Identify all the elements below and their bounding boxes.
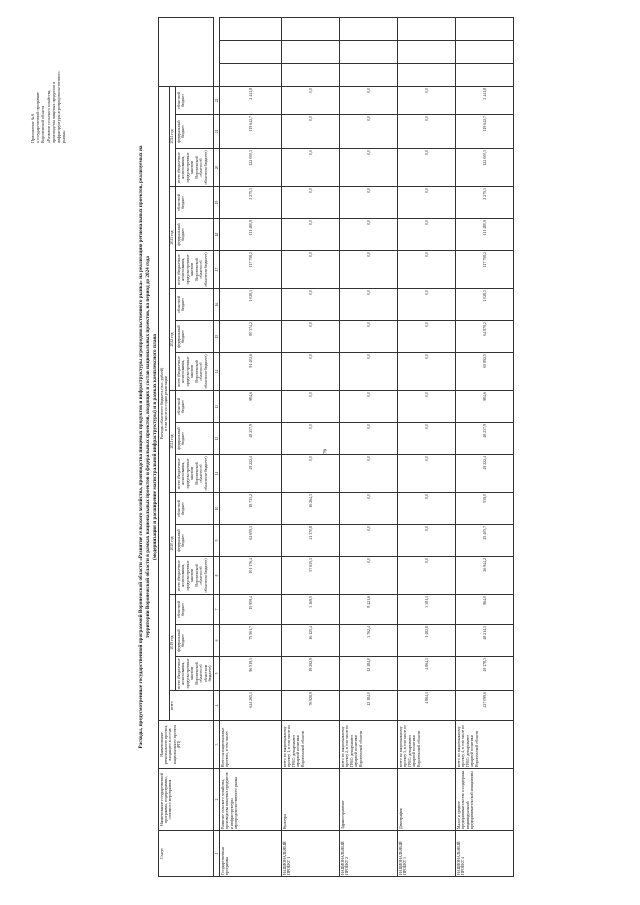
cell-value: 119 642,7: [220, 115, 282, 149]
cell-value: 0,0: [340, 115, 398, 149]
title-line: (модернизация и расширение магистральной инфраструктуры) и в рамках комплексного плана: [151, 333, 158, 561]
column-index: 15: [214, 321, 220, 353]
header-col-total: всего (бюджетные ассигнования, предусмотренные законом Воронежской области об областном бюджете): [176, 455, 214, 493]
header-col-reg: областной бюджет: [176, 289, 214, 321]
cell-status: Государственная программа: [220, 831, 282, 877]
header-col-total: всего (бюджетные ассигнования, предусмотренные законом Воронежской области об областном бюджете): [176, 251, 214, 289]
header-col-total: всего (бюджетные ассигнования, предусмотренные законом Воронежской области об областном бюджете): [176, 353, 214, 391]
column-index: 20: [214, 149, 220, 187]
cell-value: 0,0: [282, 289, 340, 321]
column-index: 14: [214, 353, 220, 391]
header-col-fed: федеральный бюджет: [176, 115, 214, 149]
header-total: всего: [169, 691, 213, 721]
cell-project: всего по национальному проекту 1, в том числе по ГРБС: департамент аграрной политики Воронежской области: [282, 721, 340, 769]
appendix-line: «Развитие сельского хозяйства,: [45, 89, 51, 143]
cell-value: 0,0: [340, 321, 398, 353]
cell-value: [398, 18, 456, 41]
cell-value: 75 561,7: [220, 625, 282, 657]
cell-name: Культура: [282, 769, 340, 831]
cell-value: 12 184,0: [340, 691, 398, 721]
column-index: 1: [214, 831, 220, 877]
document-title: [138, 17, 158, 877]
cell-value: 427 099,6: [456, 691, 514, 721]
cell-value: [282, 40, 340, 63]
cell-value: 0,0: [340, 423, 398, 455]
cell-value: 3 169,5: [282, 595, 340, 625]
cell-value: [340, 63, 398, 86]
cell-value: [282, 63, 340, 86]
cell-value: 122 000,3: [456, 149, 514, 187]
cell-value: 0,0: [340, 251, 398, 289]
cell-value: 26 944,2: [456, 557, 514, 595]
table-row: [340, 18, 398, 877]
header-col-reg: областной бюджет: [176, 187, 214, 219]
header-col-total: всего (бюджетные ассигнования, предусмотренные законом Воронежской области об областном бюджете): [176, 557, 214, 595]
cell-value: 984,6: [456, 391, 514, 423]
page-number: 76: [323, 449, 329, 454]
cell-value: [340, 18, 398, 41]
cell-value: 48 237,9: [220, 423, 282, 455]
cell-value: 101 176,4: [220, 557, 282, 595]
rotated-page: [20, 15, 620, 885]
cell-value: 18 713,2: [220, 493, 282, 525]
cell-value: 2 441,8: [220, 86, 282, 114]
cell-value: [220, 40, 282, 63]
table-row: [398, 18, 456, 877]
cell-value: 0,0: [282, 423, 340, 455]
appendix-line: к государственной программе: [35, 92, 41, 143]
appendix-line: инфраструктуры агропродовольственного: [55, 71, 61, 143]
cell-value: 964,0: [456, 595, 514, 625]
column-index: 21: [214, 115, 220, 149]
column-index: 11: [214, 455, 220, 493]
cell-value: [456, 18, 514, 41]
cell-project: всего по национальному проекту 3, в том числе по ГРБС: департамент аграрной политики Воронежской области: [398, 721, 456, 769]
cell-value: 64 879,2: [456, 321, 514, 353]
title-line: территории Воронежской области в рамках национальных проектов и федеральных проектов, входящих в состав национальных проектов, на период до 2024 года: [144, 256, 151, 638]
cell-value: 48 214,3: [456, 625, 514, 657]
header-col-fed: федеральный бюджет: [176, 625, 214, 657]
cell-value: 117 758,2: [456, 251, 514, 289]
cell-value: 0,0: [340, 557, 398, 595]
cell-value: 0,0: [282, 115, 340, 149]
cell-value: 0,0: [340, 493, 398, 525]
header-name: Наименование государственной программы, подпрограммы, основного мероприятия: [159, 769, 214, 831]
cell-value: 1 482,8: [398, 625, 456, 657]
cell-value: 49 222,4: [220, 455, 282, 493]
cell-value: 91 402,6: [220, 353, 282, 391]
cell-value: 0,0: [340, 525, 398, 557]
cell-value: 65 892,5: [456, 353, 514, 391]
cell-value: 0,0: [340, 149, 398, 187]
header-expenses: [159, 86, 170, 720]
cell-value: 0,0: [282, 455, 340, 493]
cell-value: 0,0: [282, 187, 340, 219]
cell-value: 3 381,3: [398, 595, 456, 625]
header-year: 2021 год: [169, 391, 175, 493]
cell-value: 0,0: [398, 557, 456, 595]
cell-value: 0,0: [398, 187, 456, 219]
column-index: 5: [214, 657, 220, 691]
column-index: 8: [214, 557, 220, 595]
column-index: 22: [214, 86, 220, 114]
header-col-reg: областной бюджет: [176, 391, 214, 423]
column-index: 3: [214, 721, 220, 769]
table-row: [456, 18, 514, 877]
cell-name: Малое и среднее предпринимательство и поддержка индивидуальной предпринимательской инициативы: [456, 769, 514, 831]
cell-value: [398, 63, 456, 86]
header-year: 2023 год: [169, 187, 175, 289]
appendix-line: производства пищевых продуктов и: [50, 81, 56, 143]
cell-value: 3 762,4: [340, 625, 398, 657]
cell-status: НАЦИОНАЛЬНЫЙ ПРОЕКТ 2: [340, 831, 398, 877]
cell-value: 117 758,2: [220, 251, 282, 289]
appendix-line: рынка»: [61, 130, 67, 143]
cell-project: Всего на национальные проекты, в том числе:: [220, 721, 282, 769]
cell-value: 2 441,8: [456, 86, 514, 114]
cell-value: 0,0: [340, 219, 398, 251]
cell-project: всего по национальному проекту 2, в том числе по ГРБС: департамент аграрной политики Воронежской области: [340, 721, 398, 769]
header-col-fed: федеральный бюджет: [176, 423, 214, 455]
cell-value: 0,0: [398, 149, 456, 187]
column-index: 2: [214, 769, 220, 831]
column-index: 19: [214, 187, 220, 219]
cell-value: 76 928,9: [282, 691, 340, 721]
cell-value: [456, 40, 514, 63]
cell-value: [456, 63, 514, 86]
cell-value: 0,0: [398, 525, 456, 557]
header-project: Наименование регионального проекта, входящего в состав национального проекта (РП): [159, 721, 214, 769]
table-row: [220, 18, 282, 877]
cell-value: 111 480,9: [456, 219, 514, 251]
cell-value: 0,0: [398, 289, 456, 321]
cell-value: 2 275,3: [220, 187, 282, 219]
header-col-total: всего (бюджетные ассигнования, предусмотренные законом Воронежской области об областном бюджете): [176, 149, 214, 187]
column-index: 13: [214, 391, 220, 423]
cell-value: 0,0: [398, 423, 456, 455]
appendix-note: [30, 23, 66, 143]
cell-value: 16 125,4: [282, 625, 340, 657]
cell-value: 0,0: [340, 353, 398, 391]
cell-value: 0,0: [398, 353, 456, 391]
cell-value: 0,0: [398, 115, 456, 149]
cell-value: 0,0: [282, 251, 340, 289]
cell-value: 0,0: [282, 353, 340, 391]
header-col-fed: федеральный бюджет: [176, 525, 214, 557]
cell-value: 0,0: [340, 391, 398, 423]
cell-value: 2 275,3: [456, 187, 514, 219]
header-by-years: в том числе по годам реализации: [163, 376, 168, 431]
header-row-top: [159, 18, 170, 877]
cell-value: 539,0: [456, 493, 514, 525]
column-index: 10: [214, 493, 220, 525]
header-year: 2019 год: [169, 595, 175, 691]
header-col-reg: областной бюджет: [176, 86, 214, 114]
cell-project: всего по национальному проекту 4, в том числе по ГРБС: департамент аграрной политики Воронежской области: [456, 721, 514, 769]
column-index: 6: [214, 625, 220, 657]
cell-value: 1 028,3: [456, 289, 514, 321]
cell-value: 122 000,3: [220, 149, 282, 187]
cell-value: [398, 40, 456, 63]
cell-value: 15 959,4: [220, 595, 282, 625]
cell-value: 16 264,3: [282, 493, 340, 525]
cell-value: 49 178,3: [456, 657, 514, 691]
cell-value: 25 405,7: [456, 525, 514, 557]
cell-value: 0,0: [282, 321, 340, 353]
cell-value: 984,6: [220, 391, 282, 423]
cell-value: 12 184,0: [340, 657, 398, 691]
header-year: 2024 год: [169, 86, 175, 186]
header-col-fed: федеральный бюджет: [176, 219, 214, 251]
cell-value: 57 635,1: [282, 557, 340, 595]
cell-value: 41 370,8: [282, 525, 340, 557]
cell-name: Демография: [398, 769, 456, 831]
cell-name: Здравоохранение: [340, 769, 398, 831]
cell-value: 0,0: [340, 289, 398, 321]
cell-name: Развитие сельского хозяйства, производства пищевых продуктов и инфраструктуры агропродовольственного рынка: [220, 769, 282, 831]
cell-value: 0,0: [398, 391, 456, 423]
cell-value: 0,0: [398, 321, 456, 353]
header-year: 2020 год: [169, 493, 175, 595]
column-index: 4: [214, 691, 220, 721]
cell-value: [340, 40, 398, 63]
cell-value: 8 421,6: [340, 595, 398, 625]
cell-value: 0,0: [398, 86, 456, 114]
cell-value: 49 222,4: [456, 455, 514, 493]
expenses-table: [158, 17, 514, 877]
header-empty: [159, 18, 214, 87]
title-line: Расходы, предусмотренные государственной программой Воронежской области «Развитие сельского хозяйства, производства пищевых продуктов и инфраструктуры агропродовольственного рынка» на реализацию региональных проектов, реализуемых на: [138, 145, 144, 749]
header-status: Статус: [159, 831, 214, 877]
column-index: 12: [214, 423, 220, 455]
cell-value: 19 292,9: [282, 657, 340, 691]
cell-value: 0,0: [398, 455, 456, 493]
cell-value: 111 480,9: [220, 219, 282, 251]
cell-value: 0,0: [398, 219, 456, 251]
cell-value: 119 642,7: [456, 115, 514, 149]
table-row: [282, 18, 340, 877]
cell-value: 0,0: [282, 219, 340, 251]
header-col-reg: областной бюджет: [176, 493, 214, 525]
cell-value: 1 028,3: [220, 289, 282, 321]
column-index: 18: [214, 219, 220, 251]
header-expenses-label: Расходы областного бюджета (тыс. рублей): [159, 367, 164, 440]
header-col-reg: областной бюджет: [176, 595, 214, 625]
appendix-line: Воронежской области: [40, 105, 46, 143]
cell-value: 0,0: [340, 187, 398, 219]
cell-status: НАЦИОНАЛЬНЫЙ ПРОЕКТ 1: [282, 831, 340, 877]
cell-value: 96 519,3: [220, 657, 282, 691]
cell-value: 0,0: [398, 493, 456, 525]
cell-value: 62 659,1: [220, 525, 282, 557]
header-col-fed: федеральный бюджет: [176, 321, 214, 353]
cell-value: [220, 18, 282, 41]
cell-value: 48 237,9: [456, 423, 514, 455]
column-index: 7: [214, 595, 220, 625]
cell-value: 0,0: [340, 455, 398, 493]
cell-value: 0,0: [282, 391, 340, 423]
cell-value: [282, 18, 340, 41]
header-year: 2022 год: [169, 289, 175, 391]
cell-value: 0,0: [282, 149, 340, 187]
cell-status: НАЦИОНАЛЬНЫЙ ПРОЕКТ 3: [398, 831, 456, 877]
cell-value: 0,0: [282, 86, 340, 114]
cell-value: 644 265,1: [220, 691, 282, 721]
cell-value: [220, 63, 282, 86]
cell-value: 0,0: [398, 251, 456, 289]
column-index: 17: [214, 251, 220, 289]
column-index: 9: [214, 525, 220, 557]
cell-value: 0,0: [340, 86, 398, 114]
header-col-total: всего (бюджетные ассигнования, предусмотренные законом Воронежской области об областном бюджете): [176, 658, 213, 689]
cell-value: 80 374,2: [220, 321, 282, 353]
cell-status: НАЦИОНАЛЬНЫЙ ПРОЕКТ 4: [456, 831, 514, 877]
cell-value: 4 864,1: [398, 657, 456, 691]
column-index: 16: [214, 289, 220, 321]
cell-value: 4 864,1: [398, 691, 456, 721]
appendix-line: Приложение № 6: [30, 113, 35, 143]
